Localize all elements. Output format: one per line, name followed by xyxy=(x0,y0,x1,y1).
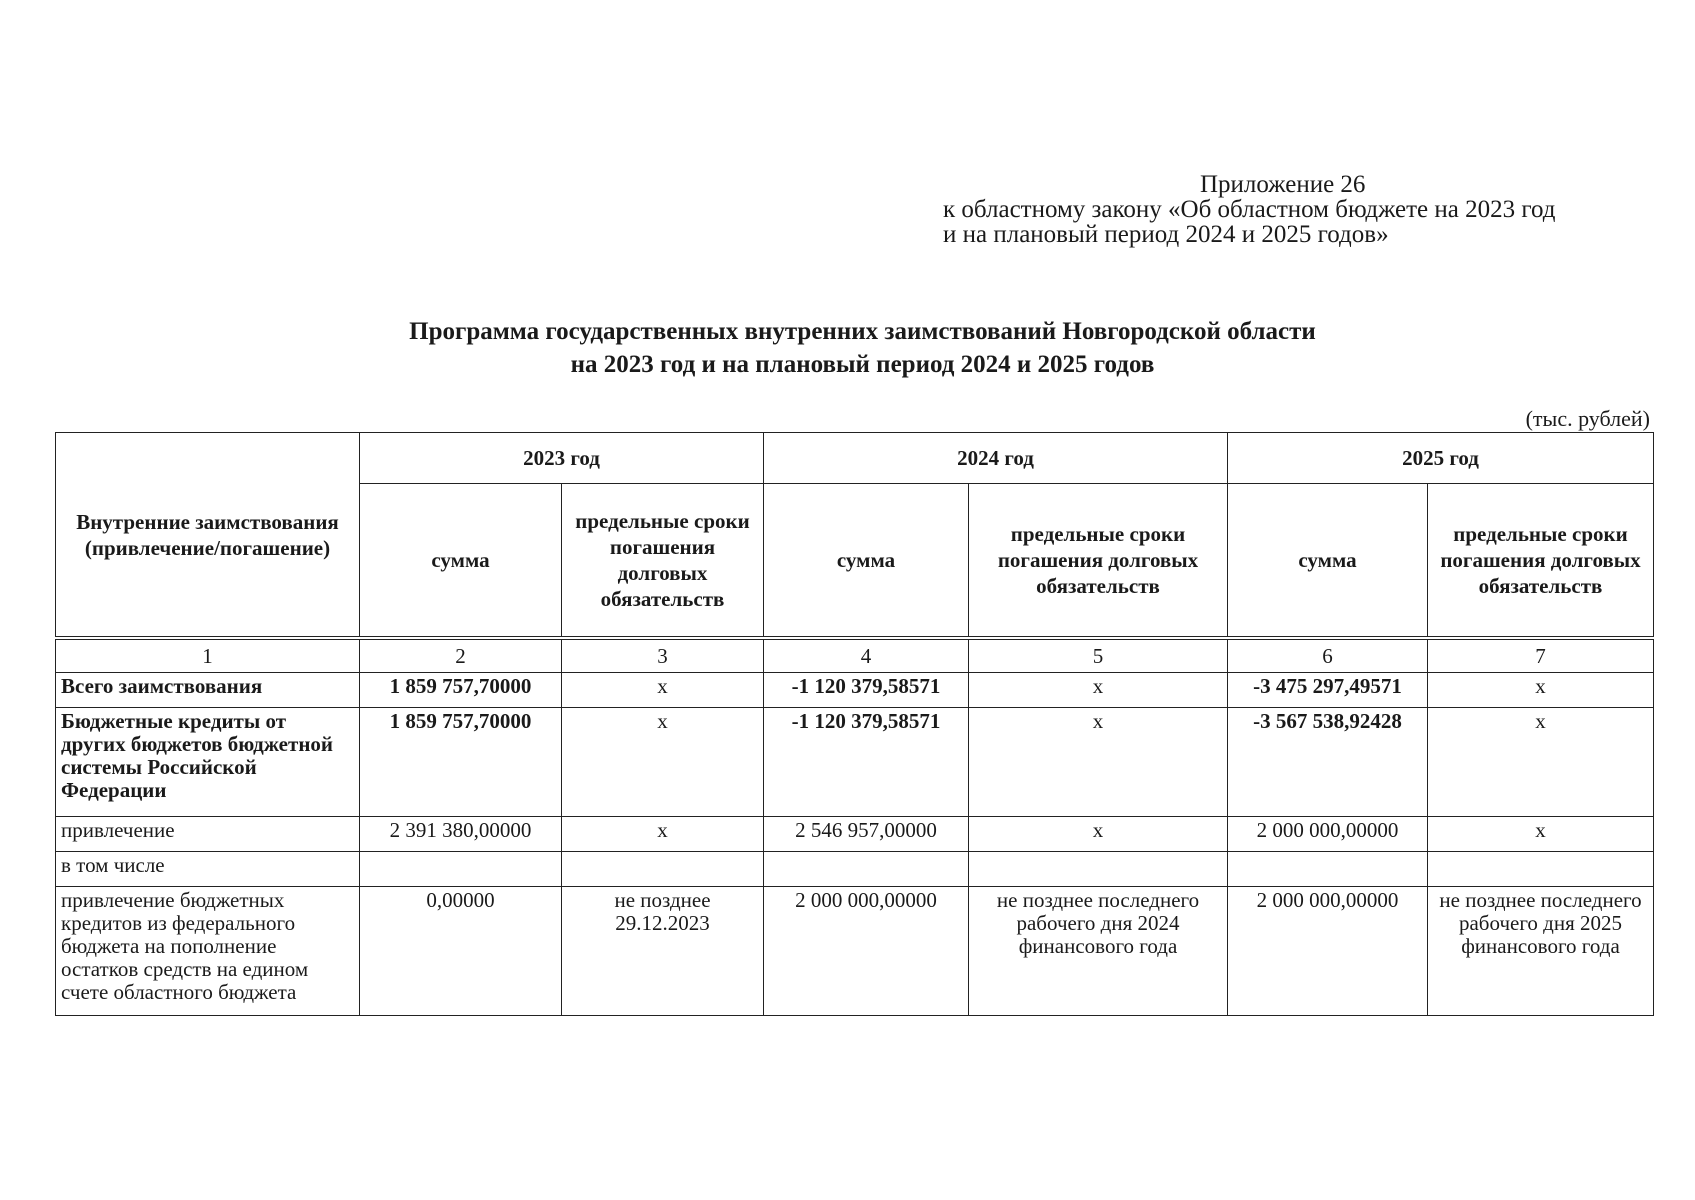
row-label: в том числе xyxy=(56,852,360,887)
header-term-2024: предельные сроки погашения долговых обязательств xyxy=(969,484,1228,639)
cell-term-2025: х xyxy=(1428,708,1654,817)
cell-sum-2025: -3 475 297,49571 xyxy=(1228,673,1428,708)
column-number: 2 xyxy=(360,638,562,673)
cell-sum-2023 xyxy=(360,852,562,887)
cell-sum-2023: 1 859 757,70000 xyxy=(360,673,562,708)
table-row-federal-credits xyxy=(56,887,1654,1016)
column-number: 7 xyxy=(1428,638,1654,673)
header-sum-2025: сумма xyxy=(1228,484,1428,639)
appendix-line-1: к областному закону «Об областном бюджете на 2023 год xyxy=(943,196,1556,223)
column-number: 3 xyxy=(562,638,764,673)
cell-term-2023: не позднее 29.12.2023 xyxy=(562,887,764,1016)
row-label: Бюджетные кредиты от других бюджетов бюджетной системы Российской Федерации xyxy=(56,708,360,817)
row-label: привлечение xyxy=(56,817,360,852)
header-year-2023: 2023 год xyxy=(360,433,764,484)
cell-term-2025: не позднее последнего рабочего дня 2025 финансового года xyxy=(1428,887,1654,1016)
header-sum-2023: сумма xyxy=(360,484,562,639)
table-row-attraction xyxy=(56,817,1654,852)
borrowings-table xyxy=(55,432,1654,1016)
document-title-line-1: Программа государственных внутренних заимствований Новгородской области xyxy=(409,318,1316,345)
cell-term-2023: х xyxy=(562,673,764,708)
column-number-row xyxy=(56,638,1654,673)
cell-sum-2025: 2 000 000,00000 xyxy=(1228,817,1428,852)
header-term-2025: предельные сроки погашения долговых обязательств xyxy=(1428,484,1654,639)
table-row-including xyxy=(56,852,1654,887)
cell-sum-2025: 2 000 000,00000 xyxy=(1228,887,1428,1016)
table-row-total-borrowings xyxy=(56,673,1654,708)
cell-term-2025 xyxy=(1428,852,1654,887)
appendix-line-2: и на плановый период 2024 и 2025 годов» xyxy=(943,221,1389,248)
column-number: 5 xyxy=(969,638,1228,673)
header-year-2024: 2024 год xyxy=(764,433,1228,484)
cell-sum-2025: -3 567 538,92428 xyxy=(1228,708,1428,817)
appendix-title: Приложение 26 xyxy=(1200,171,1366,198)
cell-term-2024: не позднее последнего рабочего дня 2024 финансового года xyxy=(969,887,1228,1016)
header-year-2025: 2025 год xyxy=(1228,433,1654,484)
cell-sum-2023: 0,00000 xyxy=(360,887,562,1016)
units-label: (тыс. рублей) xyxy=(1525,406,1650,431)
table-row-budget-credits xyxy=(56,708,1654,817)
cell-term-2024 xyxy=(969,852,1228,887)
cell-term-2025: х xyxy=(1428,817,1654,852)
column-number: 6 xyxy=(1228,638,1428,673)
cell-term-2023 xyxy=(562,852,764,887)
cell-sum-2025 xyxy=(1228,852,1428,887)
document-title xyxy=(0,315,1695,381)
cell-sum-2024: 2 546 957,00000 xyxy=(764,817,969,852)
header-borrowings-type: Внутренние заимствования (привлечение/погашение) xyxy=(56,433,360,639)
column-number: 1 xyxy=(56,638,360,673)
header-sum-2024: сумма xyxy=(764,484,969,639)
document-title-line-2: на 2023 год и на плановый период 2024 и 2025 годов xyxy=(570,351,1155,378)
row-label: Всего заимствования xyxy=(56,673,360,708)
header-term-2023: предельные сроки погашения долговых обязательств xyxy=(562,484,764,639)
cell-sum-2024: 2 000 000,00000 xyxy=(764,887,969,1016)
cell-term-2023: х xyxy=(562,817,764,852)
cell-term-2024: х xyxy=(969,708,1228,817)
appendix-block xyxy=(943,172,1556,247)
cell-term-2024: х xyxy=(969,817,1228,852)
row-label: привлечение бюджетных кредитов из федерального бюджета на пополнение остатков средств на едином счете областного бюджета xyxy=(56,887,360,1016)
cell-sum-2024 xyxy=(764,852,969,887)
cell-term-2023: х xyxy=(562,708,764,817)
cell-term-2024: х xyxy=(969,673,1228,708)
cell-sum-2024: -1 120 379,58571 xyxy=(764,673,969,708)
cell-sum-2023: 2 391 380,00000 xyxy=(360,817,562,852)
column-number: 4 xyxy=(764,638,969,673)
cell-term-2025: х xyxy=(1428,673,1654,708)
header-row-years xyxy=(56,433,1654,484)
cell-sum-2023: 1 859 757,70000 xyxy=(360,708,562,817)
cell-sum-2024: -1 120 379,58571 xyxy=(764,708,969,817)
